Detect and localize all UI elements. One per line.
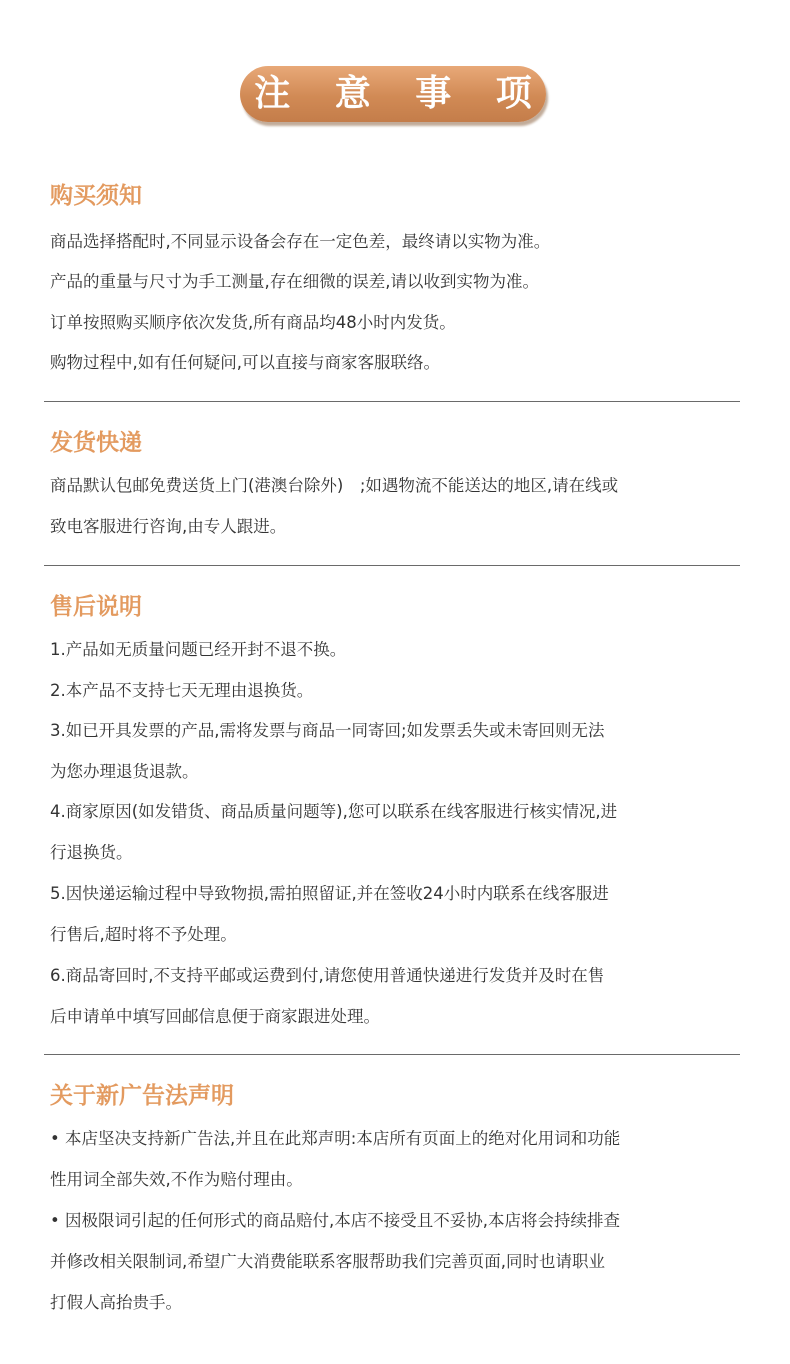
after-sales-line-4: 为您办理退货退款。 bbox=[50, 762, 199, 781]
after-sales-line-5: 4.商家原因(如发错货、商品质量问题等),您可以联系在线客服进行核实情况,进 bbox=[50, 802, 618, 821]
after-sales-line-1: 1.产品如无质量问题已经开封不退不换。 bbox=[50, 640, 347, 659]
after-sales-line-8: 行售后,超时将不予处理。 bbox=[50, 925, 237, 944]
after-sales-line-6: 行退换货。 bbox=[50, 843, 133, 862]
section-title-after-sales: 售后说明 bbox=[50, 594, 142, 620]
section-title-ad-law: 关于新广告法声明 bbox=[50, 1083, 234, 1109]
after-sales-line-2: 2.本产品不支持七天无理由退换货。 bbox=[50, 681, 314, 700]
section-title-purchase: 购买须知 bbox=[50, 183, 142, 209]
purchase-line-4: 购物过程中,如有任何疑问,可以直接与商家客服联络。 bbox=[50, 353, 440, 372]
section-divider bbox=[44, 565, 740, 566]
shipping-line-1: 商品默认包邮免费送货上门(港澳台除外) ;如遇物流不能送达的地区,请在线或 bbox=[50, 476, 619, 495]
banner-title: 注 意 事 项 bbox=[254, 73, 548, 114]
ad-law-line-1: • 本店坚决支持新广告法,并且在此郑声明:本店所有页面上的绝对化用词和功能 bbox=[50, 1129, 621, 1148]
notice-banner bbox=[240, 66, 546, 122]
after-sales-line-9: 6.商品寄回时,不支持平邮或运费到付,请您使用普通快递进行发货并及时在售 bbox=[50, 966, 605, 985]
ad-law-line-4: 并修改相关限制词,希望广大消费能联系客服帮助我们完善页面,同时也请职业 bbox=[50, 1252, 605, 1271]
ad-law-line-2: 性用词全部失效,不作为赔付理由。 bbox=[50, 1170, 303, 1189]
ad-law-line-5: 打假人高抬贵手。 bbox=[50, 1293, 182, 1312]
after-sales-line-10: 后申请单中填写回邮信息便于商家跟进处理。 bbox=[50, 1007, 380, 1026]
shipping-line-2: 致电客服进行咨询,由专人跟进。 bbox=[50, 517, 287, 536]
after-sales-line-3: 3.如已开具发票的产品,需将发票与商品一同寄回;如发票丢失或未寄回则无法 bbox=[50, 721, 605, 740]
purchase-line-1: 商品选择搭配时,不同显示设备会存在一定色差，最终请以实物为准。 bbox=[50, 232, 551, 251]
section-divider bbox=[44, 401, 740, 402]
purchase-line-3: 订单按照购买顺序依次发货,所有商品均48小时内发货。 bbox=[50, 313, 456, 332]
after-sales-line-7: 5.因快递运输过程中导致物损,需拍照留证,并在签收24小时内联系在线客服进 bbox=[50, 884, 609, 903]
ad-law-line-3: • 因极限词引起的任何形式的商品赔付,本店不接受且不妥协,本店将会持续排查 bbox=[50, 1211, 620, 1230]
section-title-shipping: 发货快递 bbox=[50, 430, 142, 456]
purchase-line-2: 产品的重量与尺寸为手工测量,存在细微的误差,请以收到实物为准。 bbox=[50, 272, 539, 291]
section-divider bbox=[44, 1054, 740, 1055]
